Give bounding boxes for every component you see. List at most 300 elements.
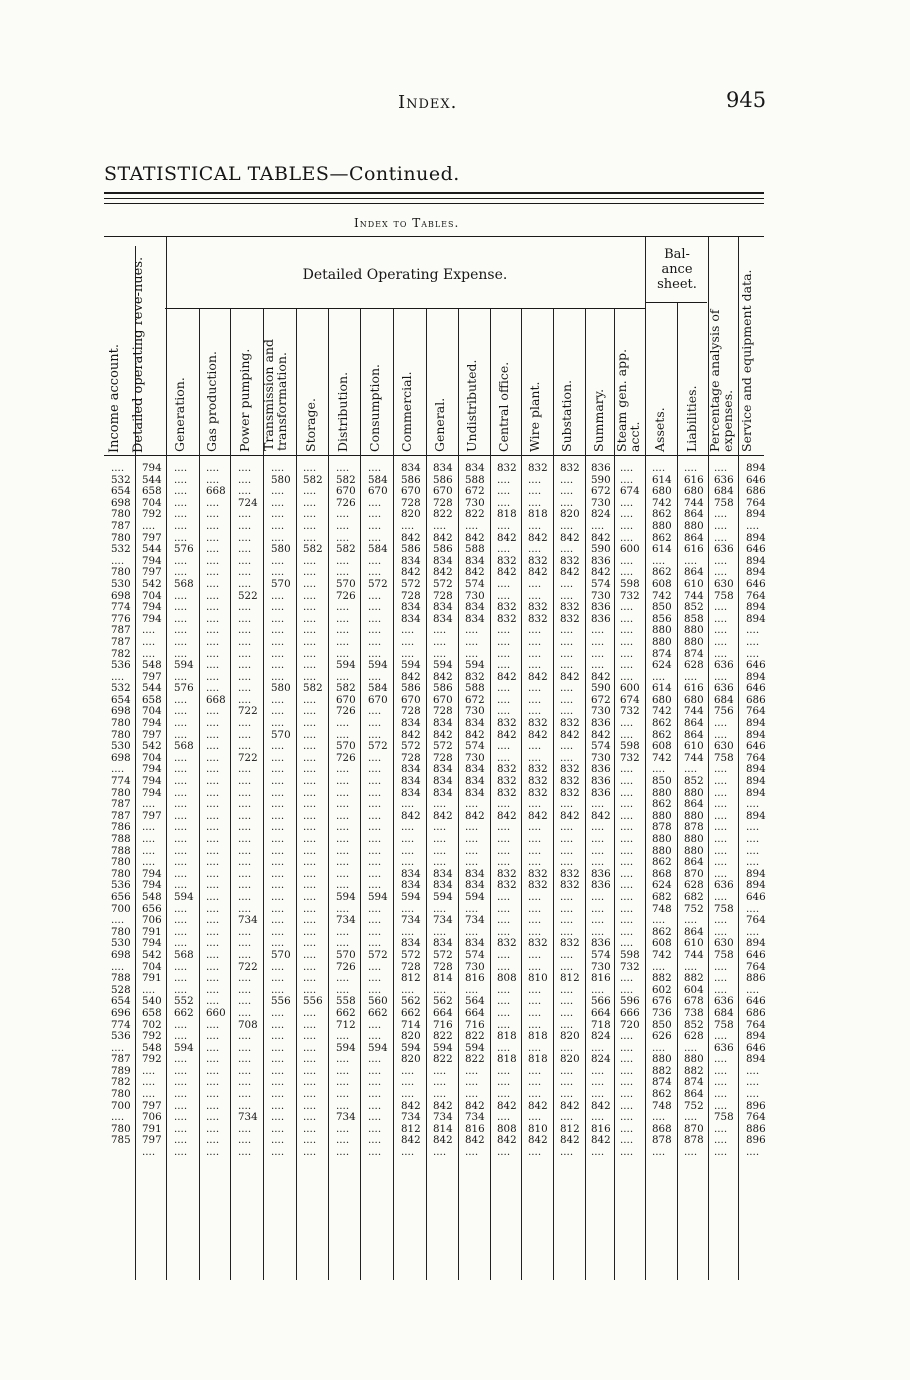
table-cell: .... — [303, 1111, 317, 1124]
table-cell: 670 — [433, 485, 453, 498]
table-cell: 570 — [271, 577, 291, 590]
table-cell: .... — [620, 462, 634, 474]
table-cell: .... — [206, 1076, 220, 1089]
table-cell: 594 — [433, 1041, 453, 1054]
gas-production-header: Gas production. — [204, 351, 219, 452]
col-rule — [490, 309, 491, 1280]
table-cell: .... — [746, 925, 760, 938]
table-cell: 670 — [368, 693, 388, 706]
table-cell: 832 — [528, 601, 548, 614]
table-cell: .... — [238, 1053, 252, 1066]
table-cell: 842 — [497, 1134, 517, 1147]
table-cell: .... — [652, 670, 666, 683]
table-cell: .... — [238, 508, 252, 521]
table-cell: .... — [620, 1030, 634, 1043]
table-cell: 842 — [560, 1099, 580, 1112]
table-cell: .... — [528, 751, 542, 764]
table-cell: 654 — [111, 995, 131, 1008]
table-cell: .... — [303, 775, 317, 788]
table-cell: 842 — [560, 1134, 580, 1147]
table-cell: .... — [497, 948, 511, 961]
table-cell: .... — [206, 856, 220, 869]
running-head: Index. — [398, 92, 458, 113]
table-cell: 704 — [142, 589, 162, 602]
table-cell: 662 — [174, 1006, 194, 1019]
table-cell: 834 — [465, 717, 485, 730]
table-cell: .... — [271, 531, 285, 544]
table-cell: 614 — [652, 473, 672, 486]
table-cell: 600 — [620, 682, 640, 695]
table-cell: .... — [238, 693, 252, 706]
col-rule — [614, 309, 615, 1280]
table-cell: .... — [238, 1041, 252, 1054]
table-cell: 594 — [465, 890, 485, 903]
table-cell: .... — [368, 844, 382, 857]
table-cell: .... — [368, 914, 382, 927]
table-cell: .... — [174, 914, 188, 927]
table-cell: 744 — [684, 589, 704, 602]
table-cell: 787 — [111, 519, 131, 532]
table-cell: .... — [591, 1146, 605, 1159]
table-cell: 820 — [401, 1030, 421, 1043]
table-cell: 870 — [684, 1122, 704, 1135]
table-cell: 880 — [684, 844, 704, 857]
table-cell: 726 — [336, 589, 356, 602]
table-cell: .... — [368, 1146, 382, 1159]
table-cell: 548 — [142, 1041, 162, 1054]
table-cell: .... — [620, 612, 634, 625]
table-cell: .... — [336, 612, 350, 625]
table-cell: 834 — [401, 763, 421, 776]
table-cell: .... — [620, 879, 634, 892]
table-cell: .... — [497, 647, 511, 660]
table-cell: 832 — [528, 554, 548, 567]
table-cell: .... — [206, 867, 220, 880]
table-cell: 842 — [560, 566, 580, 579]
table-cell: 842 — [401, 566, 421, 579]
table-cell: 842 — [497, 1099, 517, 1112]
table-cell: 748 — [652, 902, 672, 915]
table-cell: .... — [368, 705, 382, 718]
table-cell: .... — [652, 763, 666, 776]
table-cell: .... — [111, 1111, 125, 1124]
table-cell: .... — [560, 740, 574, 753]
assets-header: Assets. — [652, 407, 667, 452]
table-cell: .... — [271, 589, 285, 602]
table-cell: 836 — [591, 612, 611, 625]
table-cell: 834 — [465, 763, 485, 776]
table-cell: .... — [336, 1030, 350, 1043]
table-cell: 664 — [433, 1006, 453, 1019]
table-cell: 734 — [433, 914, 453, 927]
table-cell: .... — [303, 612, 317, 625]
table-cell: .... — [497, 485, 511, 498]
table-cell: 628 — [684, 879, 704, 892]
table-cell: 880 — [684, 519, 704, 532]
table-cell: .... — [111, 960, 125, 973]
table-cell: 834 — [401, 937, 421, 950]
table-cell: 616 — [684, 682, 704, 695]
table-cell: 894 — [746, 879, 766, 892]
table-cell: .... — [714, 867, 728, 880]
table-cell: .... — [271, 670, 285, 683]
table-cell: .... — [271, 937, 285, 950]
table-cell: .... — [528, 925, 542, 938]
table-cell: .... — [336, 833, 350, 845]
table-cell: 748 — [652, 1099, 672, 1112]
table-cell: .... — [620, 775, 634, 788]
table-cell: .... — [368, 983, 382, 996]
table-cell: .... — [684, 1111, 698, 1124]
table-cell: 722 — [238, 705, 258, 718]
table-cell: .... — [271, 914, 285, 927]
distribution-header: Distribution. — [335, 371, 350, 452]
table-cell: .... — [271, 751, 285, 764]
table-cell: 730 — [465, 960, 485, 973]
table-cell: .... — [620, 1099, 634, 1112]
table-cell: .... — [528, 659, 542, 672]
table-cell: 586 — [433, 473, 453, 486]
table-cell: .... — [433, 635, 447, 648]
table-cell: .... — [336, 554, 350, 567]
table-cell: .... — [238, 1088, 252, 1101]
table-cell: 706 — [142, 914, 162, 927]
table-cell: 894 — [746, 601, 766, 614]
table-cell: 894 — [746, 1053, 766, 1066]
table-cell: 646 — [746, 543, 766, 556]
table-cell: .... — [620, 1053, 634, 1066]
table-cell: 780 — [111, 728, 131, 741]
transmission-header: Transmission and transformation. — [261, 339, 290, 451]
table-cell: .... — [528, 914, 542, 927]
table-cell: .... — [206, 508, 220, 521]
table-cell: 752 — [684, 1099, 704, 1112]
table-cell: .... — [238, 612, 252, 625]
table-cell: 832 — [560, 601, 580, 614]
table-cell: .... — [206, 601, 220, 614]
table-cell: .... — [336, 647, 350, 660]
table-cell: .... — [336, 844, 350, 857]
table-cell: .... — [206, 821, 220, 834]
table-cell: 791 — [142, 972, 162, 985]
table-cell: 764 — [746, 589, 766, 602]
table-cell: 834 — [465, 601, 485, 614]
detailed-operating-expense-header: Detailed Operating Expense. — [302, 267, 508, 283]
table-cell: .... — [401, 1064, 415, 1077]
table-cell: 820 — [401, 508, 421, 521]
table-cell: .... — [497, 659, 511, 672]
table-cell: .... — [206, 670, 220, 683]
table-cell: .... — [560, 519, 574, 532]
table-cell: 668 — [206, 485, 226, 498]
table-cell: 794 — [142, 612, 162, 625]
table-cell: .... — [271, 798, 285, 811]
table-cell: .... — [174, 960, 188, 973]
table-cell: .... — [238, 519, 252, 532]
table-cell: .... — [303, 1146, 317, 1159]
table-cell: .... — [271, 485, 285, 498]
table-cell: 594 — [336, 659, 356, 672]
table-cell: .... — [714, 763, 728, 776]
table-cell: .... — [746, 1076, 760, 1089]
table-cell: 832 — [497, 462, 517, 474]
table-cell: 696 — [111, 1006, 131, 1019]
table-cell: 894 — [746, 775, 766, 788]
table-cell: .... — [238, 821, 252, 834]
table-cell: .... — [368, 879, 382, 892]
table-cell: .... — [271, 705, 285, 718]
table-cell: 686 — [746, 1006, 766, 1019]
table-cell: .... — [528, 948, 542, 961]
table-cell: .... — [528, 577, 542, 590]
table-cell: 530 — [111, 740, 131, 753]
col-rule — [166, 237, 167, 1280]
table-cell: .... — [174, 589, 188, 602]
table-cell: .... — [336, 717, 350, 730]
table-cell: 797 — [142, 1099, 162, 1112]
table-cell: .... — [142, 1064, 156, 1077]
table-cell: 894 — [746, 566, 766, 579]
table-cell: .... — [560, 1088, 574, 1101]
table-cell: .... — [303, 1134, 317, 1147]
table-cell: .... — [303, 914, 317, 927]
table-cell: 880 — [652, 833, 672, 845]
table-cell: .... — [401, 833, 415, 845]
table-cell: .... — [497, 960, 511, 973]
table-cell: 636 — [714, 995, 734, 1008]
table-cell: 722 — [238, 960, 258, 973]
table-cell: .... — [238, 856, 252, 869]
table-cell: .... — [591, 890, 605, 903]
table-cell: 894 — [746, 508, 766, 521]
table-cell: .... — [652, 960, 666, 973]
table-cell: .... — [174, 786, 188, 799]
table-cell: .... — [433, 1076, 447, 1089]
table-cell: .... — [206, 1134, 220, 1147]
table-cell: 564 — [465, 995, 485, 1008]
table-cell: .... — [238, 624, 252, 637]
table-cell: 624 — [652, 879, 672, 892]
table-cell: 812 — [560, 972, 580, 985]
col-rule — [645, 237, 646, 1280]
table-cell: .... — [271, 1111, 285, 1124]
service-equipment-header: Service and equipment data. — [739, 269, 754, 452]
table-cell: 742 — [652, 705, 672, 718]
table-cell: .... — [206, 995, 220, 1008]
table-cell: .... — [560, 647, 574, 660]
table-cell: .... — [560, 624, 574, 637]
table-cell: 528 — [111, 983, 131, 996]
table-cell: .... — [238, 1006, 252, 1019]
table-cell: 780 — [111, 1122, 131, 1135]
table-cell: 556 — [303, 995, 323, 1008]
table-cell: 730 — [591, 705, 611, 718]
table-cell: .... — [652, 914, 666, 927]
table-cell: .... — [560, 485, 574, 498]
table-cell: .... — [174, 763, 188, 776]
table-cell: .... — [271, 624, 285, 637]
table-cell: .... — [303, 833, 317, 845]
table-cell: .... — [497, 1006, 511, 1019]
table-cell: .... — [746, 844, 760, 857]
table-cell: 704 — [142, 751, 162, 764]
table-cell: 558 — [336, 995, 356, 1008]
table-cell: 682 — [652, 890, 672, 903]
table-cell: 842 — [528, 809, 548, 822]
table-cell: .... — [238, 902, 252, 915]
table-cell: .... — [401, 821, 415, 834]
table-cell: 724 — [238, 496, 258, 509]
consumption-header: Consumption. — [367, 363, 382, 452]
table-cell: 832 — [560, 937, 580, 950]
table-cell: .... — [591, 925, 605, 938]
table-cell: .... — [142, 1076, 156, 1089]
table-cell: 636 — [714, 473, 734, 486]
table-cell: .... — [465, 925, 479, 938]
table-cell: 586 — [401, 543, 421, 556]
table-cell: .... — [238, 1122, 252, 1135]
table-cell: .... — [746, 856, 760, 869]
table-cell: 832 — [528, 937, 548, 950]
table-cell: 834 — [433, 717, 453, 730]
col-rule — [458, 309, 459, 1280]
table-cell: 836 — [591, 937, 611, 950]
table-cell: .... — [111, 914, 125, 927]
table-cell: .... — [303, 531, 317, 544]
table-cell: 834 — [401, 867, 421, 880]
consumption-column — [368, 463, 388, 1159]
table-cell: .... — [303, 635, 317, 648]
table-cell: .... — [336, 1134, 350, 1147]
table-cell: .... — [303, 508, 317, 521]
table-cell: 842 — [497, 531, 517, 544]
table-cell: .... — [206, 647, 220, 660]
table-cell: .... — [714, 508, 728, 521]
table-cell: .... — [684, 670, 698, 683]
table-cell: .... — [303, 960, 317, 973]
table-cell: 862 — [652, 566, 672, 579]
table-cell: 548 — [142, 890, 162, 903]
table-cell: .... — [433, 856, 447, 869]
table-cell: .... — [142, 624, 156, 637]
table-cell: .... — [271, 833, 285, 845]
table-cell: .... — [174, 1018, 188, 1031]
table-cell: 818 — [528, 1030, 548, 1043]
table-cell: 646 — [746, 890, 766, 903]
table-cell: .... — [206, 937, 220, 950]
table-cell: .... — [368, 717, 382, 730]
table-cell: 672 — [591, 693, 611, 706]
percentage-column — [714, 463, 734, 1159]
table-cell: 787 — [111, 635, 131, 648]
table-cell: 824 — [591, 508, 611, 521]
table-cell: .... — [714, 462, 728, 474]
table-cell: 572 — [433, 948, 453, 961]
table-cell: .... — [714, 1053, 728, 1066]
table-cell: .... — [528, 890, 542, 903]
table-cell: .... — [714, 925, 728, 938]
liabilities-header: Liabilities. — [684, 385, 699, 452]
table-cell: 842 — [433, 728, 453, 741]
wire-plant-column — [528, 463, 548, 1159]
table-cell: 646 — [746, 740, 766, 753]
table-cell: .... — [620, 1134, 634, 1147]
table-cell: 594 — [433, 890, 453, 903]
header-bottom-rule — [104, 455, 764, 456]
table-cell: .... — [142, 635, 156, 648]
table-cell: .... — [528, 1146, 542, 1159]
table-cell: .... — [336, 1064, 350, 1077]
table-cell: .... — [620, 1146, 634, 1159]
table-cell: 726 — [336, 960, 356, 973]
table-cell: 780 — [111, 856, 131, 869]
table-cell: 832 — [560, 786, 580, 799]
table-cell: 818 — [497, 1053, 517, 1066]
col-rule — [230, 309, 231, 1280]
table-cell: 594 — [401, 890, 421, 903]
table-cell: 610 — [684, 937, 704, 950]
table-cell: 794 — [142, 717, 162, 730]
table-cell: .... — [368, 612, 382, 625]
table-cell: .... — [368, 1064, 382, 1077]
table-cell: 730 — [465, 496, 485, 509]
table-cell: .... — [497, 798, 511, 811]
col-rule — [393, 309, 394, 1280]
table-cell: .... — [433, 925, 447, 938]
table-cell: 882 — [684, 1064, 704, 1077]
table-cell: .... — [652, 1041, 666, 1054]
table-cell: .... — [303, 937, 317, 950]
table-cell: .... — [714, 601, 728, 614]
table-cell: 850 — [652, 601, 672, 614]
table-cell: .... — [746, 647, 760, 660]
table-cell: .... — [271, 740, 285, 753]
assets-column — [652, 463, 672, 1159]
table-cell: 730 — [465, 705, 485, 718]
table-cell: .... — [368, 751, 382, 764]
table-cell: .... — [303, 705, 317, 718]
table-cell: 782 — [111, 647, 131, 660]
table-cell: .... — [620, 1076, 634, 1089]
table-cell: 791 — [142, 925, 162, 938]
table-cell: .... — [746, 635, 760, 648]
table-cell: 566 — [591, 995, 611, 1008]
table-cell: 834 — [401, 554, 421, 567]
table-cell: 842 — [560, 809, 580, 822]
table-cell: 700 — [111, 1099, 131, 1112]
table-cell: 764 — [746, 705, 766, 718]
table-cell: 797 — [142, 809, 162, 822]
table-cell: 842 — [465, 1099, 485, 1112]
table-cell: 764 — [746, 751, 766, 764]
table-cell: .... — [528, 844, 542, 857]
generation-column — [174, 463, 194, 1159]
table-cell: 574 — [591, 948, 611, 961]
table-cell: .... — [433, 1064, 447, 1077]
table-cell: 544 — [142, 473, 162, 486]
table-cell: 758 — [714, 948, 734, 961]
table-cell: .... — [528, 682, 542, 695]
table-cell: .... — [560, 1146, 574, 1159]
table-cell: .... — [238, 577, 252, 590]
col-rule — [426, 309, 427, 1280]
table-cell: .... — [714, 670, 728, 683]
table-cell: .... — [560, 589, 574, 602]
table-cell: .... — [174, 647, 188, 660]
table-cell: .... — [591, 914, 605, 927]
table-cell: 794 — [142, 937, 162, 950]
table-cell: 818 — [528, 508, 548, 521]
